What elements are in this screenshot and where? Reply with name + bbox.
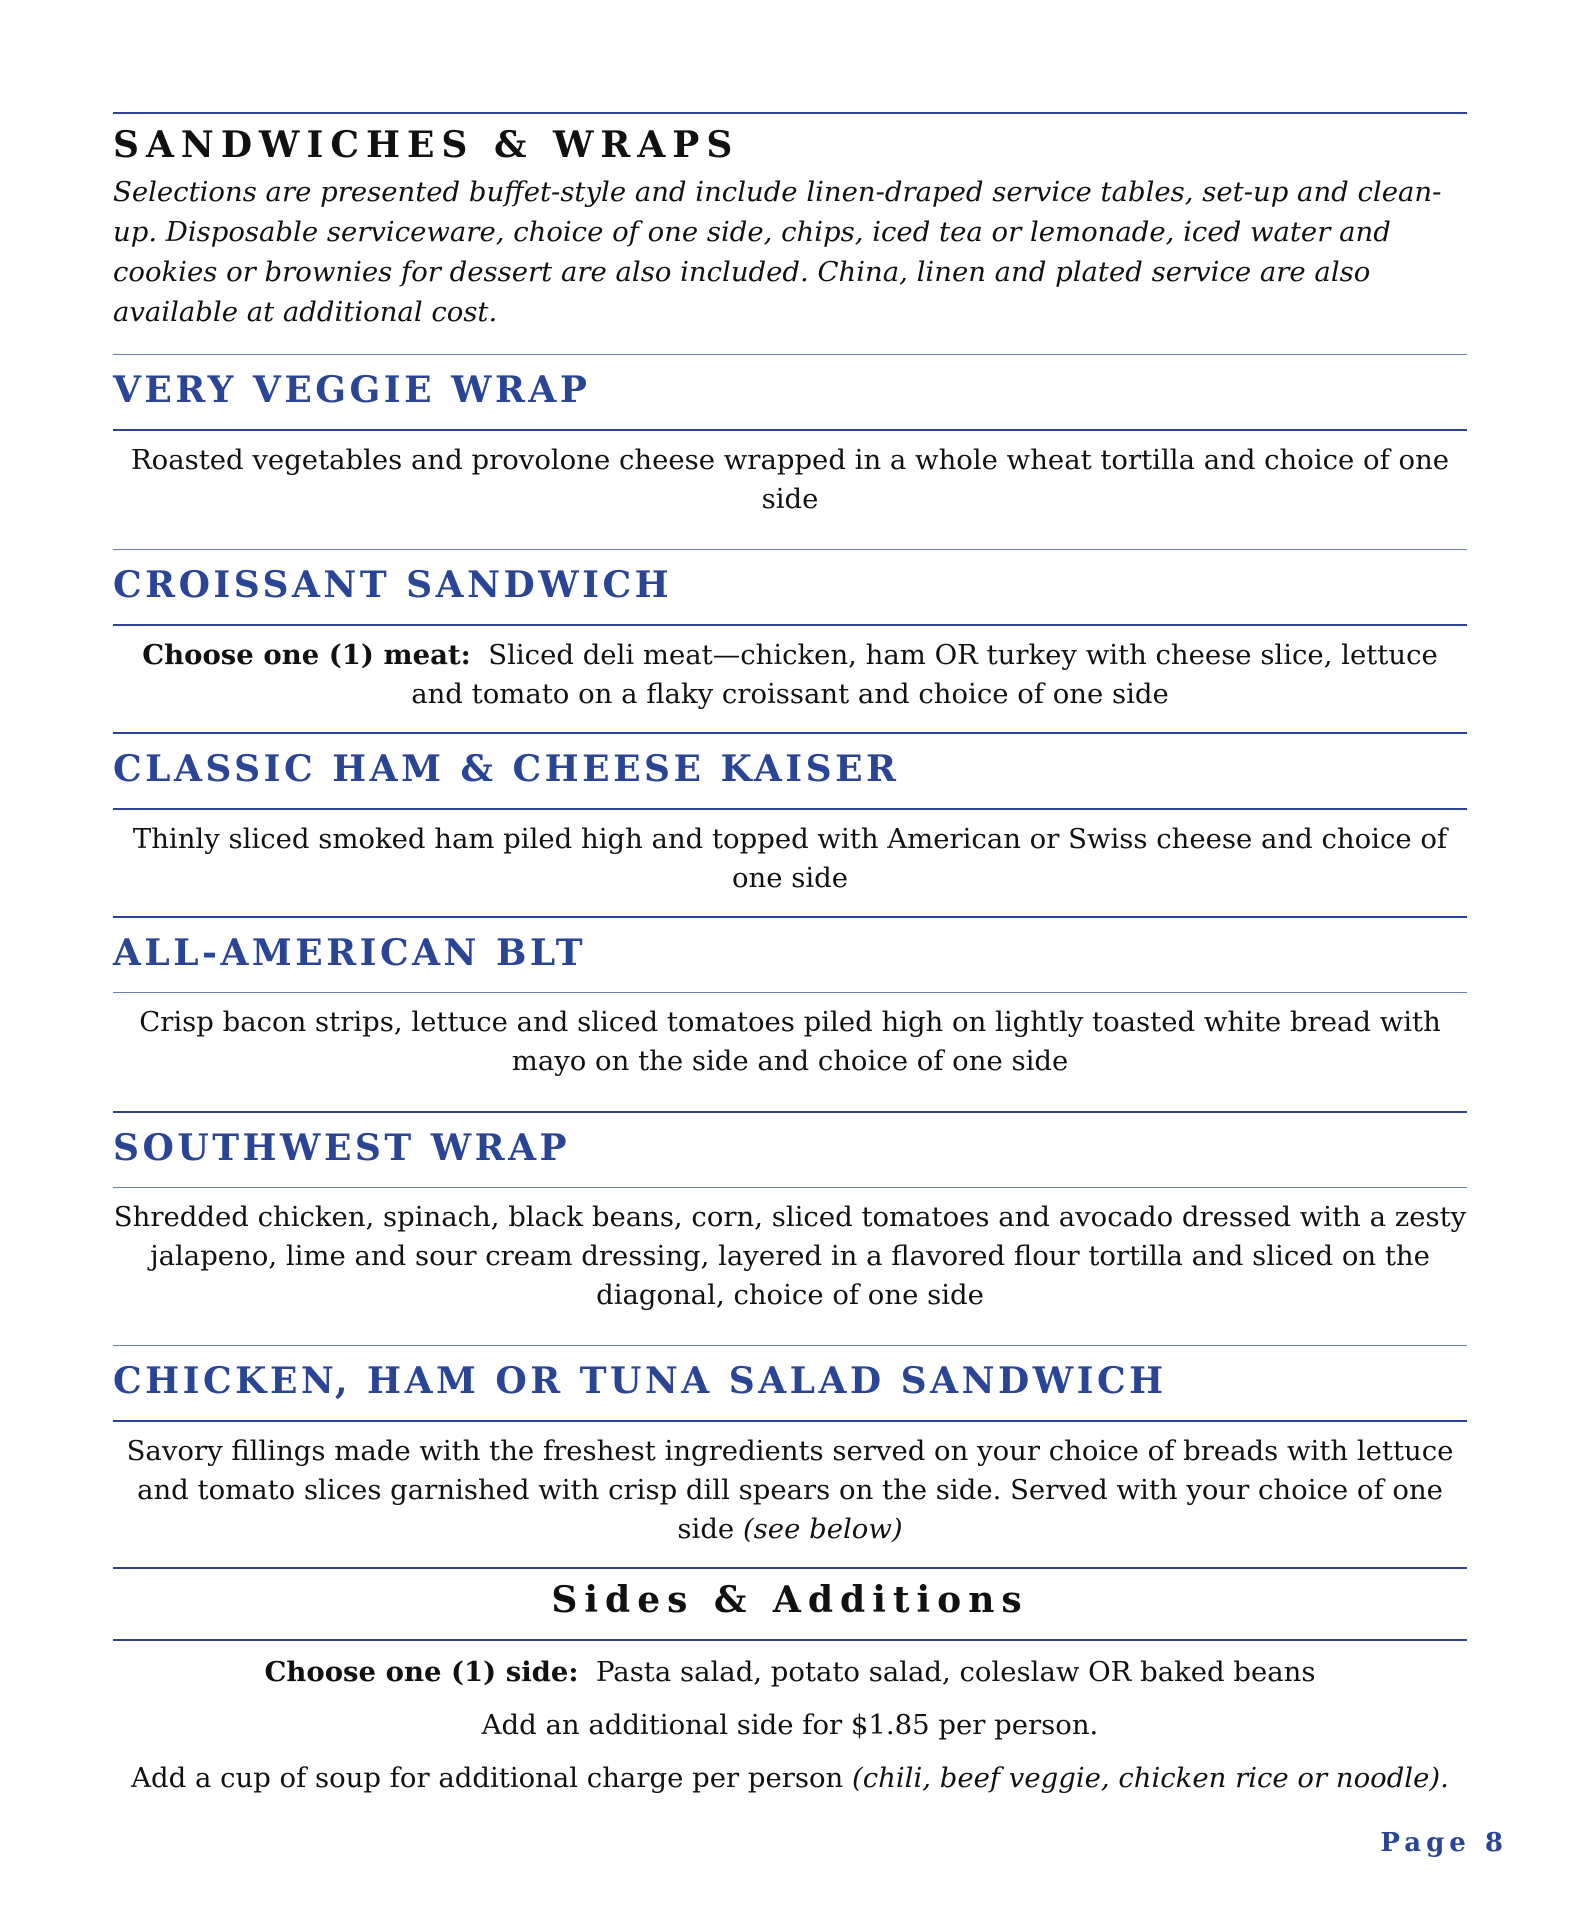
item-description-text: Crisp bacon strips, lettuce and sliced tomatoes piled high on lightly toasted white bread with mayo on the side and choice of one side	[139, 1006, 1441, 1077]
item-description-text: Shredded chicken, spinach, black beans, corn, sliced tomatoes and avocado dressed with a zesty jalapeno, lime and sour cream dressing, layered in a flavored flour tortilla and sliced on the diagonal, choice of one side	[113, 1201, 1467, 1311]
menu-item-classic-ham-cheese-kaiser	[113, 732, 1467, 916]
menu-page	[113, 112, 1467, 1812]
divider	[113, 916, 1467, 918]
divider	[113, 112, 1467, 114]
sides-title: Sides & Additions	[551, 1579, 1029, 1621]
divider	[113, 1420, 1467, 1422]
sides-soup-text: Add a cup of soup for additional charge per person	[131, 1762, 844, 1794]
divider	[113, 732, 1467, 734]
menu-item-salad-sandwich	[113, 1345, 1467, 1567]
item-title: SOUTHWEST WRAP	[113, 1127, 571, 1169]
sides-choose-text: Pasta salad, potato salad, coleslaw OR baked beans	[596, 1656, 1316, 1688]
divider	[113, 624, 1467, 626]
menu-item-southwest-wrap	[113, 1111, 1467, 1345]
divider	[113, 354, 1467, 355]
section-title: SANDWICHES & WRAPS	[113, 124, 740, 166]
item-description-text: Roasted vegetables and provolone cheese wrapped in a whole wheat tortilla and choice of one side	[130, 444, 1450, 515]
item-description-text: Sliced deli meat—chicken, ham OR turkey with cheese slice, lettuce and tomato on a flaky croissant and choice of one side	[411, 639, 1438, 710]
divider	[113, 808, 1467, 810]
divider	[113, 992, 1467, 993]
item-title: CROISSANT SANDWICH	[113, 564, 673, 606]
sides-additional-line: Add an additional side for $1.85 per person.	[481, 1709, 1099, 1741]
menu-item-all-american-blt	[113, 916, 1467, 1111]
divider	[113, 1567, 1467, 1569]
page-number: Page 8	[1380, 1828, 1508, 1858]
sides-choose-line	[113, 1653, 1467, 1692]
item-title: CLASSIC HAM & CHEESE KAISER	[113, 748, 900, 790]
menu-item-very-veggie-wrap	[113, 354, 1467, 549]
menu-item-croissant-sandwich	[113, 549, 1467, 732]
item-title: ALL-AMERICAN BLT	[113, 932, 587, 974]
divider	[113, 1639, 1467, 1641]
item-description-lead: Choose one (1) meat:	[142, 639, 471, 671]
sides-soup-line	[113, 1759, 1467, 1798]
divider	[113, 429, 1467, 431]
item-description	[113, 441, 1467, 519]
divider	[113, 549, 1467, 550]
item-description	[113, 1003, 1467, 1081]
item-description-text: Thinly sliced smoked ham piled high and topped with American or Swiss cheese and choice of one side	[132, 823, 1448, 894]
item-description-text: Savory fillings made with the freshest ingredients served on your choice of breads with lettuce and tomato slices garnished with crisp dill spears on the side. Served with your choice of one side	[126, 1435, 1454, 1545]
divider	[113, 1111, 1467, 1113]
sides-choose-lead: Choose one (1) side:	[264, 1656, 579, 1688]
section-intro: Selections are presented buffet-style and include linen-draped service tables, set-up and clean-up. Disposable serviceware, choice of one side, chips, iced tea or lemonade, iced water and cookies or brownies for dessert are also included. China, linen and plated service are also available at additional cost.	[113, 176, 1442, 328]
sides-section	[113, 1567, 1467, 1798]
item-title: CHICKEN, HAM OR TUNA SALAD SANDWICH	[113, 1360, 1167, 1402]
divider	[113, 1345, 1467, 1346]
item-description-note: (see below)	[742, 1513, 903, 1545]
item-description	[113, 1198, 1467, 1315]
divider	[113, 1187, 1467, 1188]
item-title: VERY VEGGIE WRAP	[113, 369, 591, 411]
item-description	[113, 1432, 1467, 1549]
item-description	[113, 636, 1467, 714]
sides-soup-options: (chili, beef veggie, chicken rice or noodle).	[852, 1762, 1449, 1794]
item-description	[113, 820, 1467, 898]
